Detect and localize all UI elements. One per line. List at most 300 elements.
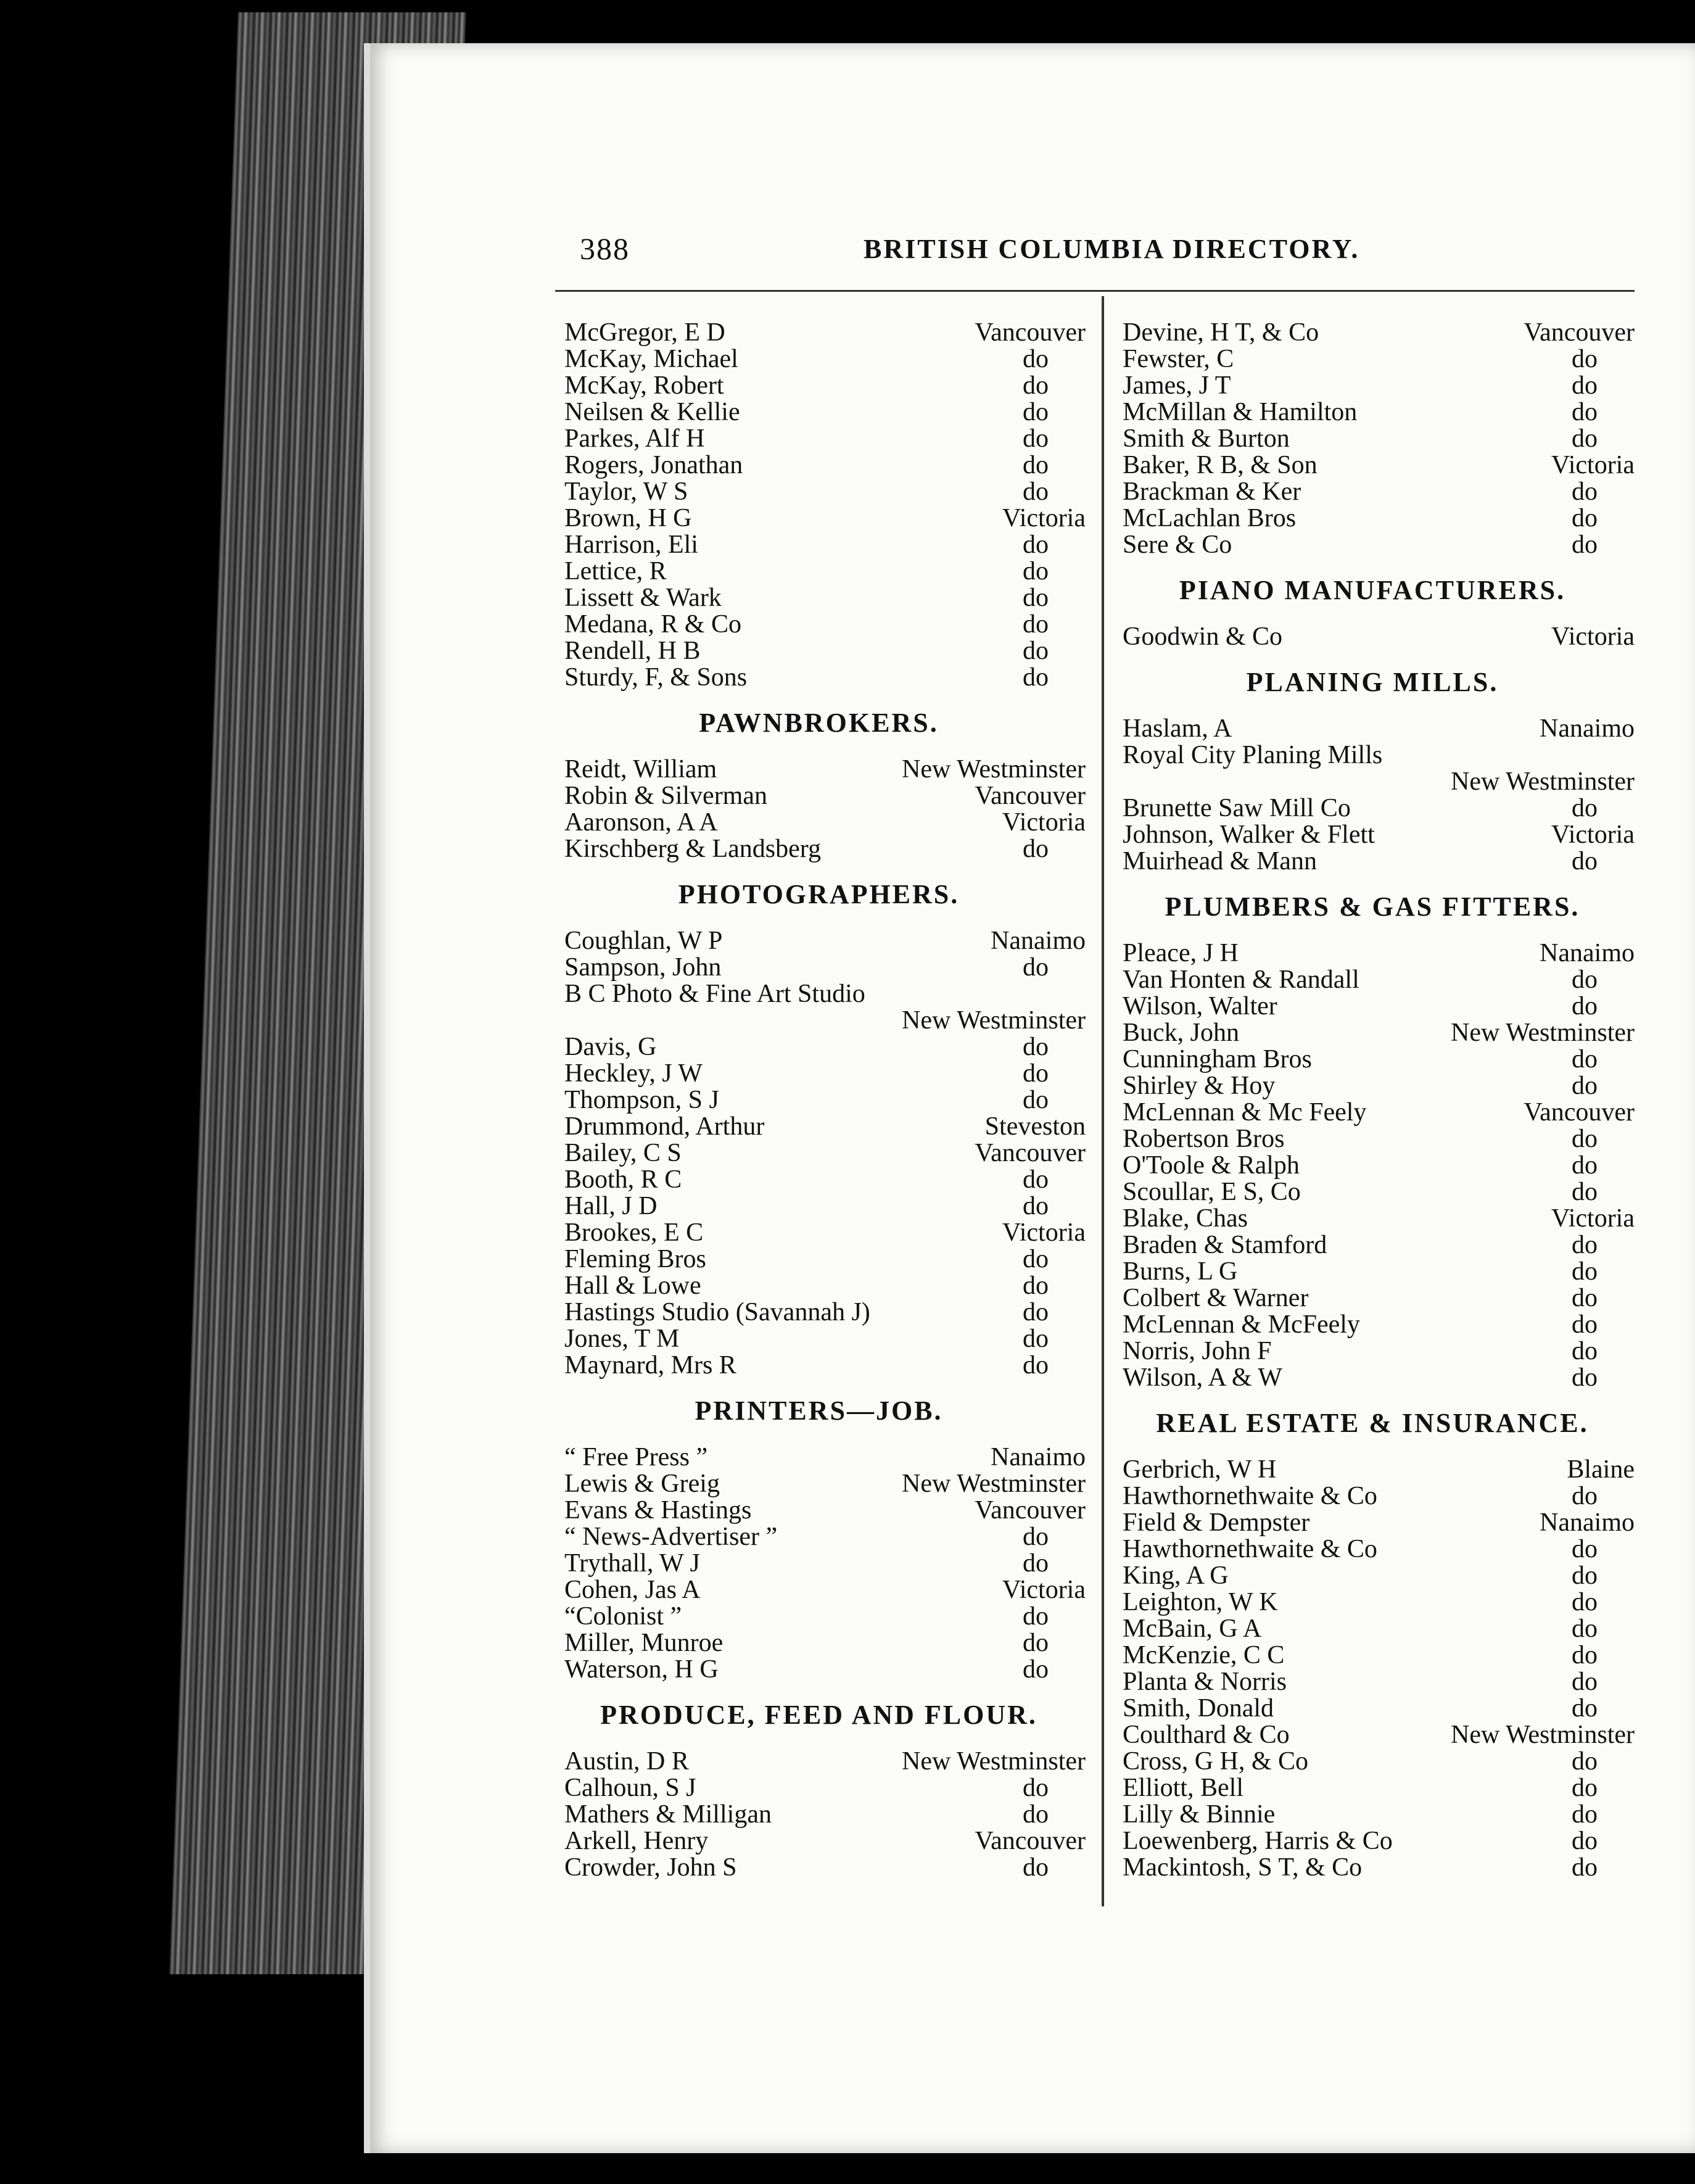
entry-place: do xyxy=(1023,835,1049,863)
entry-continuation xyxy=(552,1007,1086,1034)
entry-place: do xyxy=(1572,1535,1598,1563)
entry-name: “ Free Press ” xyxy=(564,1443,708,1471)
entry-name: Taylor, W S xyxy=(564,478,688,506)
entry-place: do xyxy=(1023,531,1049,559)
directory-entry xyxy=(1110,1855,1635,1881)
entry-place: do xyxy=(1572,1615,1598,1643)
entry-place: New Westminster xyxy=(902,1470,1086,1498)
section-heading: PHOTOGRAPHERS. xyxy=(678,879,960,909)
entry-name: Scoullar, E S, Co xyxy=(1123,1178,1301,1206)
directory-entry xyxy=(1110,1801,1635,1828)
entry-place: Vancouver xyxy=(975,1139,1086,1167)
entry-place: do xyxy=(1572,1482,1598,1510)
directory-entry xyxy=(552,505,1086,532)
entry-name: Robertson Bros xyxy=(1123,1125,1285,1153)
entry-place: do xyxy=(1023,1245,1049,1273)
entry-name: Miller, Munroe xyxy=(564,1629,724,1657)
header-rule xyxy=(555,290,1635,292)
entry-place: do xyxy=(1572,966,1598,994)
entry-place: do xyxy=(1023,451,1049,479)
entry-place: Nanaimo xyxy=(991,1443,1086,1471)
directory-entry xyxy=(552,783,1086,809)
entry-name: Devine, H T, & Co xyxy=(1123,318,1319,347)
directory-entry xyxy=(1110,426,1635,452)
directory-entry xyxy=(1110,452,1635,479)
entry-name: Burns, L G xyxy=(1123,1257,1238,1286)
directory-entry xyxy=(1110,1748,1635,1775)
entry-name: Hastings Studio (Savannah J) xyxy=(564,1298,870,1326)
entry-continuation xyxy=(1110,769,1635,795)
entry-name: Hawthornethwaite & Co xyxy=(1123,1535,1377,1563)
directory-entry xyxy=(552,1326,1086,1352)
entry-name: Elliott, Bell xyxy=(1123,1774,1243,1802)
entry-place: Vancouver xyxy=(975,318,1086,347)
entry-name: Coughlan, W P xyxy=(564,927,723,955)
entry-place: do xyxy=(1572,1561,1598,1590)
entry-place: Nanaimo xyxy=(991,927,1086,955)
directory-entry xyxy=(552,1114,1086,1140)
entry-name: Maynard, Mrs R xyxy=(564,1351,736,1379)
directory-entry xyxy=(552,532,1086,558)
entry-name: Cunningham Bros xyxy=(1123,1045,1312,1073)
directory-entry xyxy=(552,611,1086,638)
section-heading: PLANING MILLS. xyxy=(1246,667,1499,697)
entry-name: Lilly & Binnie xyxy=(1123,1800,1276,1829)
section-heading: PAWNBROKERS. xyxy=(699,708,939,738)
directory-entry xyxy=(1110,399,1635,426)
entry-name: Medana, R & Co xyxy=(564,610,741,639)
directory-entry xyxy=(552,1828,1086,1855)
entry-place: do xyxy=(1572,1151,1598,1180)
entry-place: do xyxy=(1023,1351,1049,1379)
entry-place: Victoria xyxy=(1002,1576,1086,1604)
directory-entry xyxy=(552,1775,1086,1801)
entry-name: McLachlan Bros xyxy=(1123,504,1297,532)
entry-place: do xyxy=(1023,1523,1049,1551)
entry-name: Leighton, W K xyxy=(1123,1588,1278,1616)
entry-place: do xyxy=(1572,1125,1598,1153)
entry-name: Jones, T M xyxy=(564,1325,680,1353)
directory-entry xyxy=(552,664,1086,691)
entry-name: Mackintosh, S T, & Co xyxy=(1123,1853,1363,1882)
entry-place: do xyxy=(1572,345,1598,373)
entry-name: Evans & Hastings xyxy=(564,1496,752,1524)
entry-place: Nanaimo xyxy=(1540,939,1635,967)
entry-name: Sturdy, F, & Sons xyxy=(564,663,748,692)
entry-place: Steveston xyxy=(984,1112,1086,1141)
entry-place: do xyxy=(1572,1588,1598,1616)
entry-place: do xyxy=(1572,1747,1598,1776)
directory-entry xyxy=(552,1273,1086,1299)
entry-place: do xyxy=(1023,610,1049,639)
entry-place: do xyxy=(1572,531,1598,559)
entry-place: do xyxy=(1023,1325,1049,1353)
entry-name: Buck, John xyxy=(1123,1019,1239,1047)
entry-place: do xyxy=(1023,1602,1049,1631)
directory-entry xyxy=(552,981,1086,1007)
entry-name: James, J T xyxy=(1123,371,1231,400)
entry-place: do xyxy=(1572,1284,1598,1312)
entry-name: Brunette Saw Mill Co xyxy=(1123,794,1351,822)
directory-entry xyxy=(1110,1536,1635,1563)
directory-entry xyxy=(1110,1775,1635,1801)
directory-entry xyxy=(552,809,1086,836)
entry-name: Brackman & Ker xyxy=(1123,478,1301,506)
entry-name: Reidt, William xyxy=(564,755,717,784)
entry-place: do xyxy=(1023,1629,1049,1657)
entry-place: New Westminster xyxy=(902,1747,1086,1776)
entry-name: Wilson, A & W xyxy=(1123,1363,1282,1392)
entry-place: do xyxy=(1572,1827,1598,1855)
entry-name: Hall & Lowe xyxy=(564,1272,701,1300)
entry-place: do xyxy=(1023,953,1049,982)
entry-place: do xyxy=(1572,1363,1598,1392)
section-heading: PRINTERS—JOB. xyxy=(695,1396,943,1426)
entry-place: Nanaimo xyxy=(1540,714,1635,743)
section-heading: PRODUCE, FEED AND FLOUR. xyxy=(600,1700,1037,1730)
entry-name: King, A G xyxy=(1123,1561,1229,1590)
entry-name: Colbert & Warner xyxy=(1123,1284,1309,1312)
entry-place: do xyxy=(1023,1800,1049,1829)
directory-entry xyxy=(552,1748,1086,1775)
entry-name: Lewis & Greig xyxy=(564,1470,720,1498)
entry-name: Booth, R C xyxy=(564,1165,682,1194)
entry-name: Coulthard & Co xyxy=(1123,1721,1290,1749)
entry-name: Norris, John F xyxy=(1123,1337,1272,1365)
entry-place: do xyxy=(1572,992,1598,1020)
directory-entry xyxy=(552,1167,1086,1193)
directory-entry xyxy=(552,1087,1086,1114)
entry-name: Fewster, C xyxy=(1123,345,1234,373)
entry-place: Vancouver xyxy=(975,1496,1086,1524)
entry-name: Fleming Bros xyxy=(564,1245,706,1273)
directory-entry xyxy=(1110,1285,1635,1312)
entry-name: Neilsen & Kellie xyxy=(564,398,740,426)
entry-place: do xyxy=(1572,424,1598,453)
directory-entry xyxy=(552,558,1086,585)
directory-entry xyxy=(552,373,1086,399)
entry-place: do xyxy=(1572,478,1598,506)
entry-place: do xyxy=(1023,1774,1049,1802)
directory-entry xyxy=(552,585,1086,611)
entry-name: McGregor, E D xyxy=(564,318,725,347)
directory-entry xyxy=(1110,1695,1635,1722)
entry-name: Arkell, Henry xyxy=(564,1827,709,1855)
entry-name: Sere & Co xyxy=(1123,531,1232,559)
directory-entry xyxy=(552,1299,1086,1326)
directory-entry xyxy=(552,1657,1086,1683)
directory-entry xyxy=(552,1444,1086,1471)
directory-entry xyxy=(552,1471,1086,1497)
entry-place: Nanaimo xyxy=(1540,1508,1635,1537)
directory-entry xyxy=(552,1855,1086,1881)
entry-name: Calhoun, S J xyxy=(564,1774,696,1802)
entry-place: do xyxy=(1023,371,1049,400)
entry-place: do xyxy=(1023,1549,1049,1578)
directory-entry xyxy=(1110,1206,1635,1232)
entry-place: do xyxy=(1023,1655,1049,1684)
entry-place: Vancouver xyxy=(1524,318,1635,347)
entry-place: do xyxy=(1023,1272,1049,1300)
entry-place: New Westminster xyxy=(1451,1019,1635,1047)
entry-name: Cross, G H, & Co xyxy=(1123,1747,1309,1776)
entry-name: Robin & Silverman xyxy=(564,782,767,810)
column-divider xyxy=(1102,296,1104,1906)
entry-name: Hawthornethwaite & Co xyxy=(1123,1482,1377,1510)
directory-entry xyxy=(1110,624,1635,650)
entry-name: Davis, G xyxy=(564,1033,657,1061)
directory-entry xyxy=(552,399,1086,426)
directory-entry xyxy=(1110,1510,1635,1536)
entry-name: Smith & Burton xyxy=(1123,424,1290,453)
entry-name: Braden & Stamford xyxy=(1123,1231,1327,1259)
entry-name: Van Honten & Randall xyxy=(1123,966,1359,994)
directory-entry xyxy=(1110,1365,1635,1391)
entry-name: Lettice, R xyxy=(564,557,667,585)
directory-entry xyxy=(552,1603,1086,1630)
entry-place: New Westminster xyxy=(1451,767,1635,796)
entry-place: do xyxy=(1023,637,1049,665)
entry-place: Victoria xyxy=(1551,1204,1635,1233)
entry-name: Crowder, John S xyxy=(564,1853,737,1882)
directory-entry xyxy=(552,1630,1086,1657)
directory-entry xyxy=(1110,1152,1635,1179)
directory-entry xyxy=(1110,1483,1635,1510)
entry-place: do xyxy=(1572,398,1598,426)
entry-place: Victoria xyxy=(1551,451,1635,479)
entry-place: Blaine xyxy=(1567,1455,1635,1484)
directory-entry xyxy=(1110,967,1635,993)
entry-place: do xyxy=(1572,1045,1598,1073)
directory-entry xyxy=(552,346,1086,373)
directory-entry xyxy=(1110,320,1635,346)
entry-place: do xyxy=(1572,504,1598,532)
entry-name: Pleace, J H xyxy=(1123,939,1239,967)
directory-entry xyxy=(1110,1722,1635,1748)
directory-entry xyxy=(1110,742,1635,769)
directory-entry xyxy=(1110,1020,1635,1046)
entry-name: Thompson, S J xyxy=(564,1086,719,1114)
entry-name: Austin, D R xyxy=(564,1747,689,1776)
entry-name: Smith, Donald xyxy=(1123,1694,1274,1723)
entry-place: do xyxy=(1023,557,1049,585)
entry-place: Victoria xyxy=(1002,808,1086,837)
entry-place: do xyxy=(1023,1853,1049,1882)
directory-entry xyxy=(1110,1312,1635,1338)
directory-entry xyxy=(552,1352,1086,1379)
entry-name: Baker, R B, & Son xyxy=(1123,451,1318,479)
directory-entry xyxy=(1110,1259,1635,1285)
directory-entry xyxy=(1110,532,1635,558)
entry-place: do xyxy=(1572,1853,1598,1882)
directory-entry xyxy=(1110,1669,1635,1695)
entry-name: Brown, H G xyxy=(564,504,692,532)
directory-entry xyxy=(1110,993,1635,1020)
directory-entry xyxy=(1110,1642,1635,1669)
entry-name: Heckley, J W xyxy=(564,1059,703,1088)
entry-place: do xyxy=(1023,1165,1049,1194)
directory-entry xyxy=(1110,1589,1635,1616)
entry-place: do xyxy=(1572,1178,1598,1206)
directory-entry xyxy=(1110,1338,1635,1365)
directory-entry xyxy=(552,1061,1086,1087)
directory-entry xyxy=(552,836,1086,862)
entry-place: Vancouver xyxy=(975,1827,1086,1855)
directory-entry xyxy=(1110,822,1635,848)
entry-place: do xyxy=(1572,1694,1598,1723)
directory-entry xyxy=(1110,1232,1635,1259)
entry-place: New Westminster xyxy=(1451,1721,1635,1749)
directory-entry xyxy=(552,320,1086,346)
directory-entry xyxy=(552,638,1086,664)
running-title: BRITISH COLUMBIA DIRECTORY. xyxy=(864,234,1360,264)
directory-entry xyxy=(1110,848,1635,875)
entry-place: do xyxy=(1572,1310,1598,1339)
entry-name: Johnson, Walker & Flett xyxy=(1123,821,1375,849)
directory-entry xyxy=(552,1246,1086,1273)
directory-entry xyxy=(552,1577,1086,1603)
directory-entry xyxy=(1110,1828,1635,1855)
directory-entry xyxy=(552,1193,1086,1220)
entry-name: McKay, Michael xyxy=(564,345,738,373)
entry-place: do xyxy=(1023,398,1049,426)
directory-entry xyxy=(552,1524,1086,1550)
entry-place: Victoria xyxy=(1551,623,1635,651)
entry-name: Rogers, Jonathan xyxy=(564,451,743,479)
entry-name: Lissett & Wark xyxy=(564,584,722,612)
entry-name: Gerbrich, W H xyxy=(1123,1455,1277,1484)
left-column xyxy=(552,320,1086,1881)
entry-place: Victoria xyxy=(1551,821,1635,849)
section-heading: PLUMBERS & GAS FITTERS. xyxy=(1165,891,1580,922)
entry-name: Bailey, C S xyxy=(564,1139,682,1167)
entry-name: Harrison, Eli xyxy=(564,531,698,559)
directory-entry xyxy=(1110,1563,1635,1589)
directory-entry xyxy=(1110,1046,1635,1073)
section-heading: REAL ESTATE & INSURANCE. xyxy=(1156,1408,1589,1438)
entry-place: New Westminster xyxy=(902,755,1086,784)
entry-name: Hall, J D xyxy=(564,1192,658,1220)
entry-name: Mathers & Milligan xyxy=(564,1800,772,1829)
entry-name: Brookes, E C xyxy=(564,1218,704,1247)
entry-place: do xyxy=(1023,478,1049,506)
entry-place: do xyxy=(1023,1033,1049,1061)
entry-place: Vancouver xyxy=(975,782,1086,810)
directory-entry xyxy=(1110,716,1635,742)
entry-name: “ News-Advertiser ” xyxy=(564,1523,778,1551)
entry-name: McMillan & Hamilton xyxy=(1123,398,1358,426)
directory-entry xyxy=(1110,1179,1635,1206)
directory-entry xyxy=(552,1220,1086,1246)
directory-entry xyxy=(1110,1073,1635,1099)
entry-place: do xyxy=(1572,1774,1598,1802)
entry-place: Victoria xyxy=(1002,1218,1086,1247)
entry-name: Trythall, W J xyxy=(564,1549,700,1578)
entry-place: New Westminster xyxy=(902,1006,1086,1035)
entry-place: do xyxy=(1023,663,1049,692)
entry-name: Royal City Planing Mills xyxy=(1123,741,1383,769)
entry-name: Kirschberg & Landsberg xyxy=(564,835,822,863)
entry-name: Drummond, Arthur xyxy=(564,1112,765,1141)
directory-entry xyxy=(552,1550,1086,1577)
entry-name: Muirhead & Mann xyxy=(1123,847,1317,875)
entry-name: Cohen, Jas A xyxy=(564,1576,701,1604)
directory-entry xyxy=(552,1497,1086,1524)
directory-entry xyxy=(552,1801,1086,1828)
directory-entry xyxy=(552,479,1086,505)
directory-entry xyxy=(552,928,1086,954)
entry-name: McKay, Robert xyxy=(564,371,724,400)
entry-place: do xyxy=(1023,345,1049,373)
section-heading: PIANO MANUFACTURERS. xyxy=(1179,575,1566,605)
entry-name: B C Photo & Fine Art Studio xyxy=(564,980,865,1008)
directory-entry xyxy=(552,1140,1086,1167)
entry-place: do xyxy=(1023,1298,1049,1326)
entry-name: McBain, G A xyxy=(1123,1615,1262,1643)
directory-entry xyxy=(552,452,1086,479)
entry-name: Waterson, H G xyxy=(564,1655,719,1684)
entry-name: Rendell, H B xyxy=(564,637,701,665)
directory-entry xyxy=(552,954,1086,981)
directory-entry xyxy=(552,426,1086,452)
entry-place: do xyxy=(1572,1231,1598,1259)
entry-name: Goodwin & Co xyxy=(1123,623,1283,651)
page-number: 388 xyxy=(580,231,630,266)
entry-name: McKenzie, C C xyxy=(1123,1641,1285,1669)
directory-entry xyxy=(1110,479,1635,505)
entry-place: do xyxy=(1572,1641,1598,1669)
entry-name: Sampson, John xyxy=(564,953,722,982)
right-column xyxy=(1110,320,1635,1881)
entry-name: Wilson, Walter xyxy=(1123,992,1277,1020)
entry-place: do xyxy=(1572,1257,1598,1286)
entry-place: do xyxy=(1572,371,1598,400)
entry-name: Haslam, A xyxy=(1123,714,1232,743)
directory-entry xyxy=(552,756,1086,783)
directory-entry xyxy=(1110,795,1635,822)
entry-place: do xyxy=(1572,1072,1598,1100)
entry-place: do xyxy=(1572,1668,1598,1696)
entry-name: “Colonist ” xyxy=(564,1602,682,1631)
entry-name: McLennan & McFeely xyxy=(1123,1310,1360,1339)
directory-entry xyxy=(1110,1099,1635,1126)
directory-entry xyxy=(1110,373,1635,399)
entry-name: McLennan & Mc Feely xyxy=(1123,1098,1367,1127)
directory-entry xyxy=(1110,346,1635,373)
entry-place: do xyxy=(1023,1059,1049,1088)
entry-place: do xyxy=(1023,424,1049,453)
entry-name: Loewenberg, Harris & Co xyxy=(1123,1827,1393,1855)
entry-place: do xyxy=(1572,1337,1598,1365)
entry-name: Shirley & Hoy xyxy=(1123,1072,1276,1100)
directory-entry xyxy=(1110,1616,1635,1642)
entry-place: Vancouver xyxy=(1524,1098,1635,1127)
entry-name: Field & Dempster xyxy=(1123,1508,1310,1537)
directory-entry xyxy=(1110,1457,1635,1483)
directory-entry xyxy=(1110,505,1635,532)
entry-name: Parkes, Alf H xyxy=(564,424,705,453)
entry-place: do xyxy=(1572,1800,1598,1829)
entry-place: do xyxy=(1572,847,1598,875)
entry-place: do xyxy=(1023,1086,1049,1114)
entry-name: Planta & Norris xyxy=(1123,1668,1287,1696)
entry-name: O'Toole & Ralph xyxy=(1123,1151,1300,1180)
directory-entry xyxy=(1110,1126,1635,1152)
entry-place: do xyxy=(1572,794,1598,822)
entry-place: do xyxy=(1023,584,1049,612)
entry-place: Victoria xyxy=(1002,504,1086,532)
directory-entry xyxy=(1110,940,1635,967)
